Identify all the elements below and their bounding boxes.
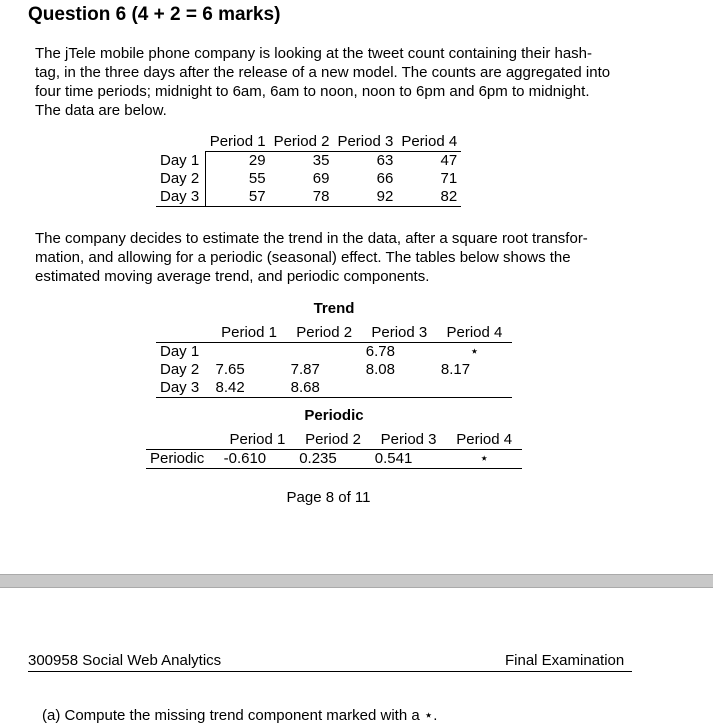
count-cell: 57 [206,188,270,207]
footer-rule [28,671,632,672]
table-row [156,379,512,398]
trend-header: Period 1 [211,324,286,343]
count-cell: 66 [376,170,394,187]
trend-cell: 7.65 [215,361,245,378]
periodic-title: Periodic [304,407,364,424]
question-title: Question 6 (4 + 2 = 6 marks) [28,4,281,25]
trend-intro-line: estimated moving average trend, and periodic components. [35,268,430,285]
trend-cell: 6.78 [365,343,395,360]
count-cell: 47 [440,152,458,169]
counts-header-row [156,133,461,152]
count-cell: 82 [397,188,461,207]
trend-header: Period 2 [287,324,362,343]
row-label: Day 1 [160,343,200,360]
periodic-header: Period 4 [446,431,522,450]
trend-cell: 8.17 [440,361,471,378]
row-label: Day 2 [156,170,206,188]
trend-cell [287,343,362,362]
periodic-header: Period 2 [295,431,371,450]
intro-line: tag, in the three days after the release of a new model. The counts are aggregated into [35,64,611,81]
trend-header-row [156,324,512,343]
trend-cell [362,379,437,398]
course-label: 300958 Social Web Analytics [28,652,222,669]
periodic-cell: 0.541 [371,450,447,469]
counts-header: Period 3 [333,133,397,152]
trend-cell: 7.87 [290,361,320,378]
count-cell: 69 [312,170,330,187]
row-label: Periodic [146,450,220,469]
missing-star-marker: ⋆ [469,343,480,360]
counts-table [156,133,461,207]
trend-cell: 8.68 [287,379,362,398]
part-a-question: (a) Compute the missing trend component marked with a ⋆. [42,707,438,724]
table-row [156,343,512,362]
counts-corner [156,133,206,152]
intro-paragraph [35,44,635,120]
intro-line: four time periods; midnight to 6am, 6am to noon, noon to 6pm and 6pm to midnight. [35,83,590,100]
count-cell: 92 [333,188,397,207]
table-row [146,450,522,469]
row-label: Day 3 [156,188,206,207]
trend-cell [437,379,512,398]
page-divider [0,574,713,588]
counts-header: Period 2 [270,133,334,152]
count-cell: 78 [270,188,334,207]
trend-cell: 8.08 [365,361,395,378]
counts-header: Period 4 [397,133,461,152]
periodic-header: Period 1 [220,431,296,450]
counts-header: Period 1 [206,133,270,152]
periodic-header-row [146,431,522,450]
trend-header: Period 4 [437,324,512,343]
trend-intro-line: The company decides to estimate the trend in the data, after a square root transfor- [35,230,588,247]
intro-line: The jTele mobile phone company is looking at the tweet count containing their hash- [35,45,592,62]
trend-header: Period 3 [362,324,437,343]
exam-label: Final Examination [505,652,625,669]
table-row [156,361,512,379]
periodic-table [146,431,522,469]
row-label: Day 2 [160,361,200,378]
trend-intro-line: mation, and allowing for a periodic (seasonal) effect. The tables below shows the [35,249,571,266]
count-cell: 71 [440,170,458,187]
count-cell: 29 [248,152,266,169]
row-label: Day 3 [156,379,211,398]
table-row [156,152,461,171]
intro-line: The data are below. [35,102,167,119]
trend-intro-paragraph [35,229,635,286]
count-cell: 63 [376,152,394,169]
periodic-cell: -0.610 [220,450,296,469]
trend-table [156,324,512,398]
row-label: Day 1 [156,152,206,171]
periodic-corner [146,431,220,450]
periodic-cell: 0.235 [295,450,371,469]
trend-corner [156,324,211,343]
page-number: Page 8 of 11 [286,489,371,506]
count-cell: 35 [312,152,330,169]
table-row [156,170,461,188]
trend-title: Trend [313,300,355,317]
missing-star-marker: ⋆ [446,450,522,469]
count-cell: 55 [248,170,266,187]
trend-cell: 8.42 [211,379,286,398]
table-row [156,188,461,207]
periodic-header: Period 3 [371,431,447,450]
trend-cell [211,343,286,362]
